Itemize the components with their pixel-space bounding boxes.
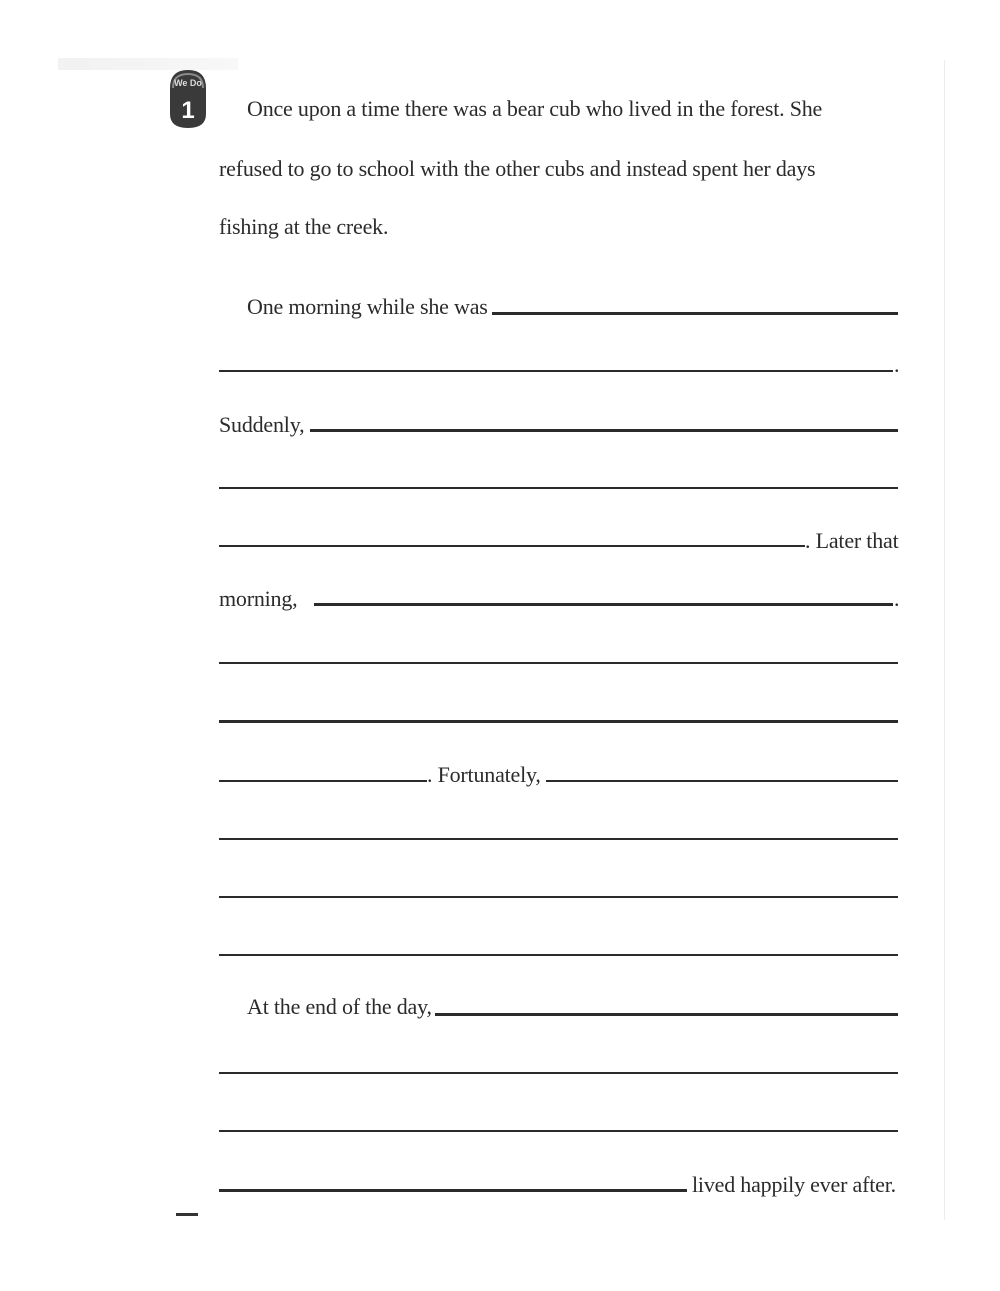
period-2: . [894,586,900,611]
blank-line-14[interactable] [435,1013,898,1016]
blank-line-3[interactable] [310,429,898,432]
blank-line-17[interactable] [219,1189,687,1192]
blank-line-7[interactable] [219,662,898,664]
prompt-suddenly: Suddenly, [219,412,305,437]
period-1: . [894,352,900,377]
page-edge [944,60,945,1220]
badge-number: 1 [181,97,195,124]
blank-line-9[interactable] [219,780,427,782]
prompt-end-of-day: At the end of the day, [247,994,432,1019]
prompt-morning: morning, [219,586,298,611]
intro-line-2: refused to go to school with the other cubs and instead spent her days [219,156,816,181]
blank-line-10[interactable] [546,780,898,782]
prompt-later-that: . Later that [805,528,899,553]
intro-line-1: Once upon a time there was a bear cub who lived in the forest. She [247,96,823,121]
blank-line-5[interactable] [219,545,805,547]
prompt-lived-happily: lived happily ever after. [692,1172,896,1197]
we-do-badge-icon [166,66,210,132]
blank-line-6[interactable] [314,603,893,606]
blank-line-12[interactable] [219,896,898,898]
badge-label: We Do [174,78,202,88]
page-mark [176,1213,198,1216]
blank-line-1[interactable] [492,312,898,315]
blank-line-2[interactable] [219,370,893,372]
blank-line-16[interactable] [219,1130,898,1132]
blank-line-4[interactable] [219,487,898,489]
blank-line-11[interactable] [219,838,898,840]
page-smudge [58,58,238,70]
intro-line-3: fishing at the creek. [219,214,389,239]
prompt-one-morning: One morning while she was [247,294,488,319]
blank-line-8[interactable] [219,720,898,723]
prompt-fortunately: . Fortunately, [427,762,541,787]
blank-line-13[interactable] [219,954,898,956]
blank-line-15[interactable] [219,1072,898,1074]
